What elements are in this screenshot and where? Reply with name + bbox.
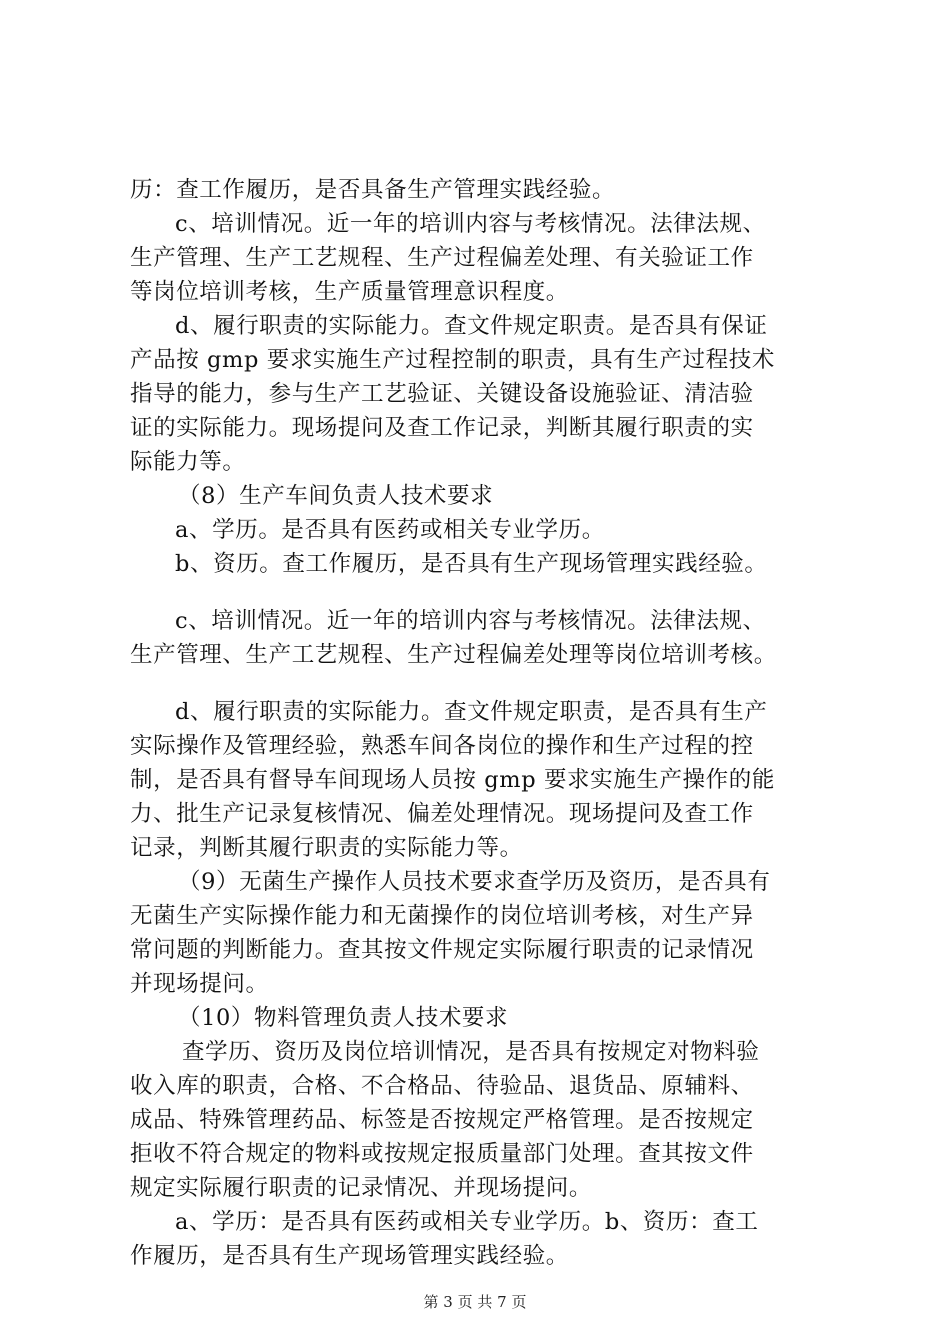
text-line: 生产管理、生产工艺规程、生产过程偏差处理等岗位培训考核。 [130, 642, 777, 668]
text-line: 指导的能力，参与生产工艺验证、关键设备设施验证、清洁验 [130, 381, 754, 407]
text-line: 等岗位培训考核，生产质量管理意识程度。 [130, 279, 569, 305]
text-line: c、培训情况。近一年的培训内容与考核情况。法律法规、 [175, 608, 766, 634]
text-line: 收入库的职责，合格、不合格品、待验品、退货品、原辅料、 [130, 1073, 754, 1099]
text-line: 作履历，是否具有生产现场管理实践经验。 [130, 1243, 569, 1269]
text-line: 力、批生产记录复核情况、偏差处理情况。现场提问及查工作 [130, 801, 754, 827]
text-line: 产品按 gmp 要求实施生产过程控制的职责，具有生产过程技术 [130, 347, 775, 373]
text-line: 无菌生产实际操作能力和无菌操作的岗位培训考核，对生产异 [130, 903, 754, 929]
text-line: 历：查工作履历，是否具备生产管理实践经验。 [130, 177, 616, 203]
text-line: 常问题的判断能力。查其按文件规定实际履行职责的记录情况 [130, 937, 754, 963]
text-line: 生产管理、生产工艺规程、生产过程偏差处理、有关验证工作 [130, 245, 754, 271]
text-line: b、资历。查工作履历，是否具有生产现场管理实践经验。 [175, 551, 768, 577]
page-footer: 第 3 页 共 7 页 [423, 1293, 527, 1311]
section-heading: （8）生产车间负责人技术要求 [178, 483, 494, 509]
text-line: 实际操作及管理经验，熟悉车间各岗位的操作和生产过程的控 [130, 733, 754, 759]
text-line: a、学历：是否具有医药或相关专业学历。b、资历：查工 [175, 1209, 759, 1235]
text-line: d、履行职责的实际能力。查文件规定职责。是否具有保证 [175, 313, 768, 339]
text-line: 拒收不符合规定的物料或按规定报质量部门处理。查其按文件 [130, 1141, 754, 1167]
text-line: d、履行职责的实际能力。查文件规定职责，是否具有生产 [175, 699, 768, 725]
text-line: 并现场提问。 [130, 971, 269, 997]
text-line: a、学历。是否具有医药或相关专业学历。 [175, 517, 605, 543]
text-line: 证的实际能力。现场提问及查工作记录，判断其履行职责的实 [130, 415, 754, 441]
section-heading: （10）物料管理负责人技术要求 [178, 1005, 509, 1031]
text-line: 际能力等。 [130, 449, 246, 475]
text-line: 规定实际履行职责的记录情况、并现场提问。 [130, 1175, 593, 1201]
text-line: c、培训情况。近一年的培训内容与考核情况。法律法规、 [175, 211, 766, 237]
text-line: 成品、特殊管理药品、标签是否按规定严格管理。是否按规定 [130, 1107, 754, 1133]
text-line: 制，是否具有督导车间现场人员按 gmp 要求实施生产操作的能 [130, 767, 775, 793]
text-line: 查学历、资历及岗位培训情况，是否具有按规定对物料验 [182, 1039, 760, 1065]
section-heading: （9）无菌生产操作人员技术要求查学历及资历，是否具有 [178, 869, 771, 895]
text-line: 记录，判断其履行职责的实际能力等。 [130, 835, 523, 861]
